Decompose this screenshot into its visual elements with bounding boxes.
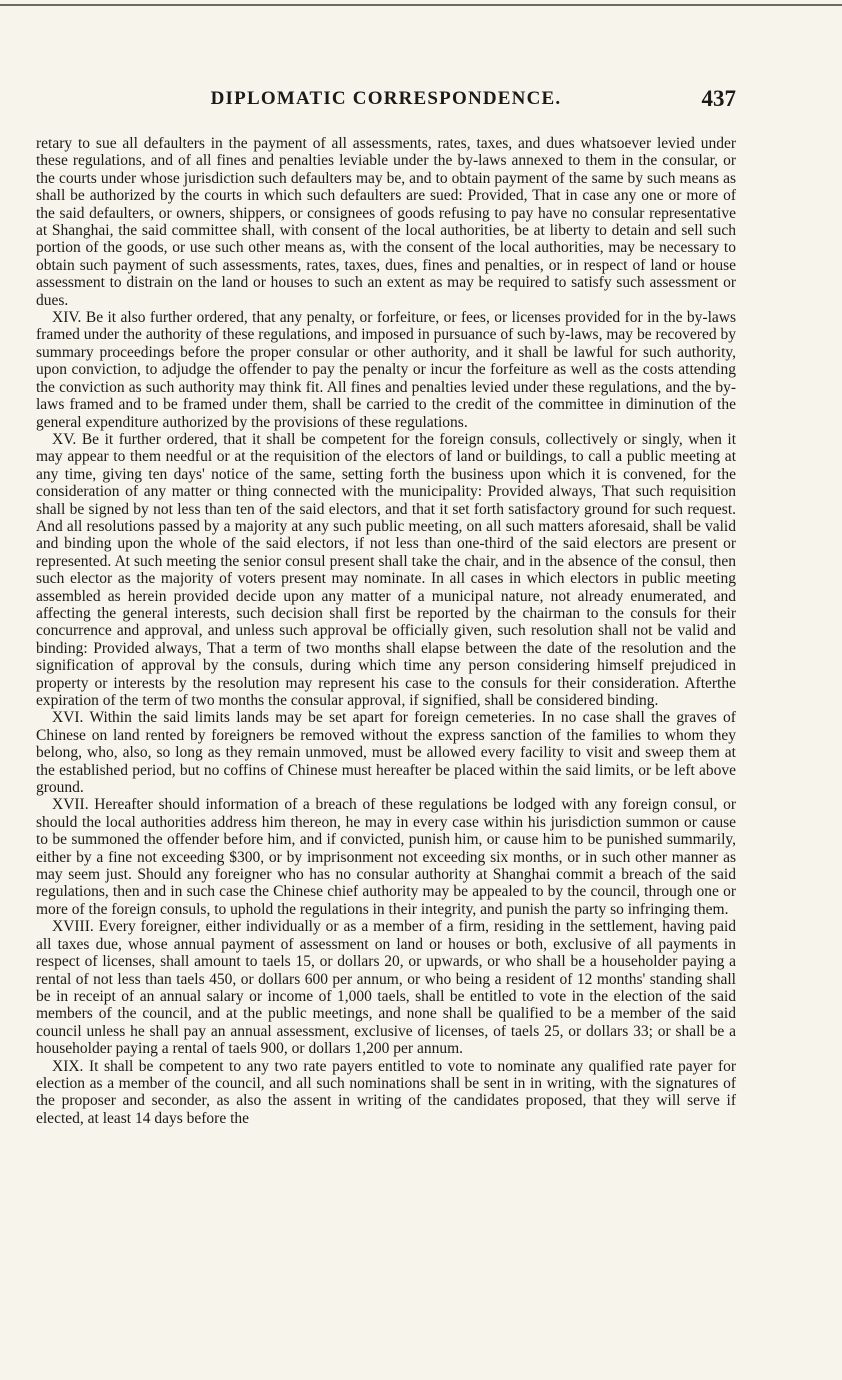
paragraph-section-xvi — [36, 709, 736, 796]
paragraph-text: Within the said limits lands may be set apart for foreign cemeteries. In no case shall the graves of Chinese on land rented by foreigners be removed without the express sanction of the families to whom they belong, who, also, so long as they remain unmoved, must be allowed every facility to visit and sweep them at the established period, but no coffins of Chinese must hereafter be placed within the said limits, or be left above ground. — [36, 709, 736, 797]
paragraph-text: Every foreigner, either individually or as a member of a firm, residing in the settlement, having paid all taxes due, whose annual payment of assessment on land or houses or both, exclusive of all payments in respect of licenses, shall amount to taels 15, or dollars 20, or upwards, or who shall be a householder paying a rental of not less than taels 450, or dollars 600 per annum, or who being a resident of 12 months' standing shall be in receipt of an annual salary or income of 1,000 taels, shall be entitled to vote in the election of the said members of the council, and at the public meetings, and none shall be qualified to be a member of the said council unless he shall pay an annual assessment, exclusive of licenses, of taels 25, or dollars 33; or shall be a householder paying a rental of taels 900, or dollars 1,200 per annum. — [36, 918, 737, 1058]
section-number: XVIII. — [52, 918, 94, 936]
paragraph-section-xix — [36, 1058, 736, 1128]
paragraph-continuation — [36, 135, 736, 309]
paragraph-section-xiv — [36, 309, 736, 431]
page-header — [36, 86, 736, 116]
section-number: XV. — [52, 430, 77, 448]
paragraph-text: It shall be competent to any two rate payers entitled to vote to nominate any qualified rate payer for election as a member of the council, and all such nominations shall be sent in in writing, with the signatures of the proposer and seconder, as also the assent in writing of the candidates proposed, that they will serve if elected, at least 14 days before the — [36, 1057, 737, 1127]
paragraph-text: Hereafter should information of a breach of these regulations be lodged with any foreign consul, or should the local authorities address him thereon, he may in every case within his jurisdiction summon or cause to be summoned the offender before him, and if convicted, punish him, or cause him to be punished summarily, either by a fine not exceeding $300, or by imprisonment not exceeding six months, or in such other manner as may seem just. Should any foreigner who has no consular authority at Shanghai commit a breach of the said regulations, then and in such case the Chinese chief authority may be appealed to by the council, through one or more of the foreign consuls, to uphold the regulations in their integrity, and punish the party so infringing them. — [36, 796, 737, 918]
section-number: XIV. — [52, 309, 82, 327]
top-rule — [0, 4, 842, 6]
section-number: XIX. — [52, 1057, 84, 1075]
document-body — [36, 135, 736, 1127]
paragraph-text: Be it further ordered, that it shall be competent for the foreign consuls, collectively or singly, when it may appear to them needful or at the requisition of the electors of land or buildings, to call a public meeting at any time, giving ten days' notice of the same, setting forth the business upon which it is convened, for the consideration of any matter or thing connected with the municipality: Provided always, That such requisition shall be signed by not less than ten of the said electors, and that it set forth satisfactory ground for such request. And all resolutions passed by a majority at any such public meeting, on all such matters aforesaid, shall be valid and binding upon the whole of the said electors, if not less than one-third of the said electors are present or represented. At such meeting the senior consul present shall take the chair, and in the absence of the consul, then such elector as the majority of voters present may nominate. In all cases in which electors in public meeting assembled as herein provided decide upon any matter of a municipal nature, not already enumerated, and affecting the general interests, such decision shall first be reported by the chairman to the consuls for their concurrence and approval, and unless such approval be officially given, such resolution shall not be valid and binding: Provided always, That a term of two months shall elapse between the date of the resolution and the signification of approval by the consuls, during which time any person considering himself prejudiced in property or interests by the resolution may represent his case to the consuls for their consideration. Afterthe expiration of the term of two months the consular approval, if signified, shall be considered binding. — [36, 430, 737, 709]
paragraph-section-xvii — [36, 796, 736, 918]
paragraph-section-xv — [36, 431, 736, 710]
page-number: 437 — [701, 86, 736, 111]
paragraph-section-xviii — [36, 918, 736, 1057]
section-number: XVII. — [52, 796, 89, 814]
paragraph-text: retary to sue all defaulters in the payment of all assessments, rates, taxes, and dues whatsoever levied under these regulations, and of all fines and penalties leviable under the by-laws annexed to them in the consular, or the courts under whose jurisdiction such defaulters may be, and to obtain payment of the same by such means as shall be authorized by the courts in which such defaulters are sued: Provided, That in case any one or more of the said defaulters, or owners, shippers, or consignees of goods refusing to pay have no consular representative at Shanghai, the said committee shall, with consent of the local authorities, be at liberty to detain and sell such portion of the goods, or use such other means as, with the consent of the local authorities, may be necessary to obtain such payment of such assessments, rates, taxes, dues, fines and penalties, or in respect of land or house assessment to distrain on the land or houses to such an extent as may be required to satisfy such assessment or dues. — [36, 135, 736, 309]
section-number: XVI. — [52, 709, 84, 727]
running-title: DIPLOMATIC CORRESPONDENCE. — [210, 88, 562, 109]
paragraph-text: Be it also further ordered, that any penalty, or forfeiture, or fees, or licenses provided for in the by-laws framed under the authority of these regulations, and imposed in pursuance of such by-laws, may be recovered by summary proceedings before the proper consular or other authority, and it shall be lawful for such authority, upon conviction, to adjudge the offender to pay the penalty or incur the forfeiture as well as the costs attending the conviction as such authority may think fit. All fines and penalties levied under these regulations, and the by-laws framed and to be framed under them, shall be carried to the credit of the committee in diminution of the general expenditure authorized by the provisions of these regulations. — [36, 309, 736, 431]
